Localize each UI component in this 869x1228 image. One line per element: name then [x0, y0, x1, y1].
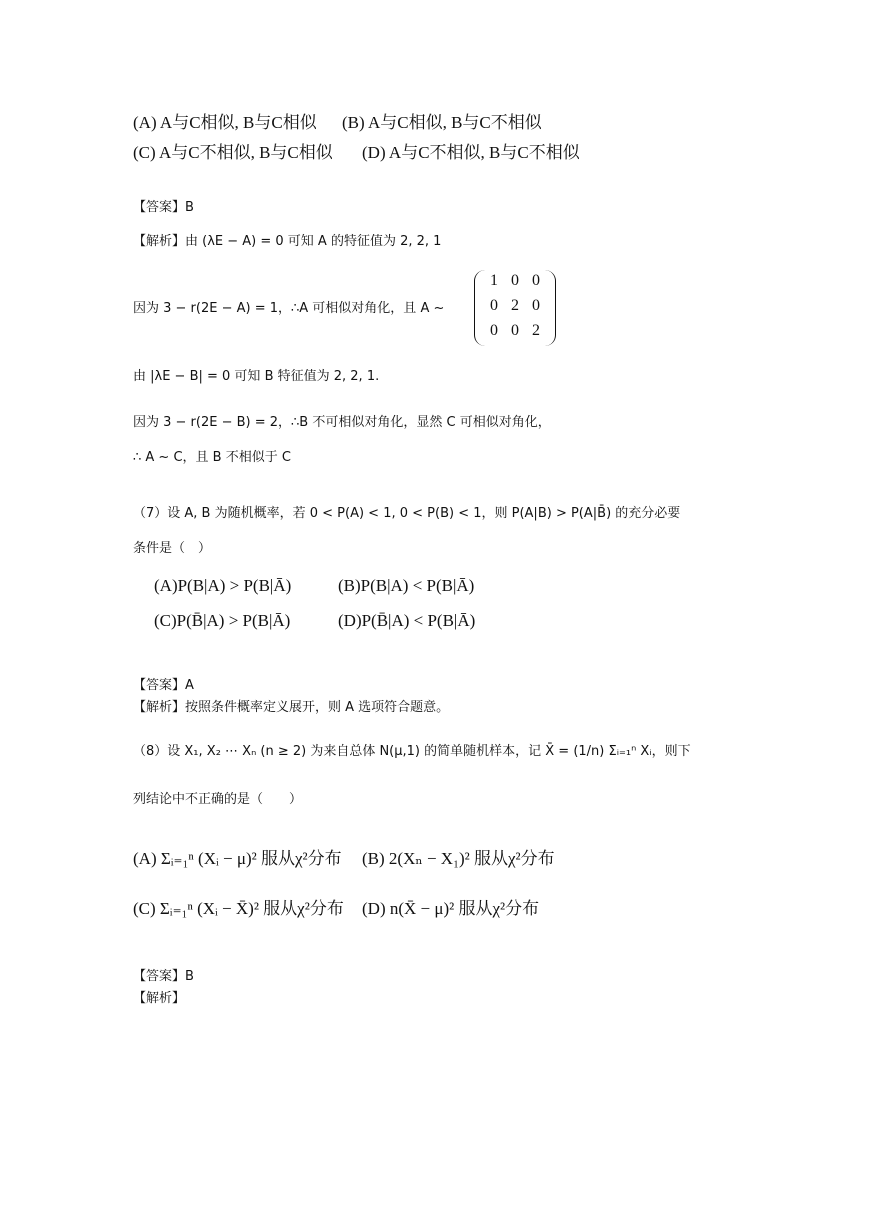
- matrix-cell: 2: [511, 297, 519, 314]
- q6-option-b: (B) A与C相似, B与C不相似: [342, 113, 542, 132]
- q6-option-c: (C) A与C不相似, B与C相似: [133, 143, 333, 162]
- matrix-cell: 0: [532, 272, 540, 289]
- matrix-cell: 0: [511, 272, 519, 289]
- q6-answer: 【答案】B: [133, 200, 194, 215]
- q7-answer: 【答案】A: [133, 678, 194, 693]
- matrix-row-2: [484, 297, 546, 315]
- q7-option-b: (B)P(B|A) < P(B|Ā): [338, 576, 475, 595]
- q6-explanation-line2: 因为 3 − r(2E − A) = 1，∴A 可相似对角化，且 A ~: [133, 301, 445, 316]
- matrix-cell: 2: [532, 322, 540, 339]
- q6-explanation-line4: 因为 3 − r(2E − B) = 2，∴B 不可相似对角化，显然 C 可相似对角化，: [133, 415, 551, 430]
- matrix-cell: 0: [490, 322, 498, 339]
- matrix-cell: 0: [532, 297, 540, 314]
- matrix-right-bracket: [545, 270, 556, 346]
- q6-explanation-line5: ∴ A ~ C，且 B 不相似于 C: [133, 450, 291, 465]
- q8-option-b: (B) 2(Xₙ − X₁)² 服从χ²分布: [362, 849, 555, 868]
- matrix-cell: 0: [511, 322, 519, 339]
- q7-stem-line2: 条件是（ ）: [133, 541, 212, 556]
- q7-option-a: (A)P(B|A) > P(B|Ā): [154, 576, 292, 595]
- q7-stem-line1: （7）设 A, B 为随机概率，若 0 < P(A) < 1, 0 < P(B) < 1，则 P(A|B) > P(A|B̄) 的充分必要: [133, 506, 681, 521]
- q6-explanation-line3: 由 |λE − B| = 0 可知 B 特征值为 2, 2, 1.: [133, 369, 380, 384]
- diagonal-matrix: [474, 270, 556, 346]
- q8-stem-line1: （8）设 X₁, X₂ ⋯ Xₙ (n ≥ 2) 为来自总体 N(μ,1) 的简单随机样本，记 X̄ = (1/n) Σᵢ₌₁ⁿ Xᵢ，则下: [133, 744, 691, 759]
- matrix-cell: 1: [490, 272, 498, 289]
- q8-option-c: (C) Σᵢ₌₁ⁿ (Xᵢ − X̄)² 服从χ²分布: [133, 899, 344, 918]
- matrix-cell: 0: [490, 297, 498, 314]
- q6-option-d: (D) A与C不相似, B与C不相似: [362, 143, 580, 162]
- q6-explanation-line1: 【解析】由 (λE − A) = 0 可知 A 的特征值为 2, 2, 1: [133, 234, 442, 249]
- matrix-row-1: [484, 272, 546, 290]
- q8-option-d: (D) n(X̄ − μ)² 服从χ²分布: [362, 899, 540, 918]
- q8-stem-line2: 列结论中不正确的是（ ）: [133, 792, 303, 807]
- q7-explanation: 【解析】按照条件概率定义展开，则 A 选项符合题意。: [133, 700, 450, 715]
- q6-option-a: (A) A与C相似, B与C相似: [133, 113, 317, 132]
- q8-explanation: 【解析】: [133, 991, 186, 1006]
- q7-option-d: (D)P(B̄|A) < P(B|Ā): [338, 611, 476, 630]
- q8-option-a: (A) Σᵢ₌₁ⁿ (Xᵢ − μ)² 服从χ²分布: [133, 849, 342, 868]
- q7-option-c: (C)P(B̄|A) > P(B|Ā): [154, 611, 291, 630]
- matrix-row-3: [484, 322, 546, 340]
- q8-answer: 【答案】B: [133, 969, 194, 984]
